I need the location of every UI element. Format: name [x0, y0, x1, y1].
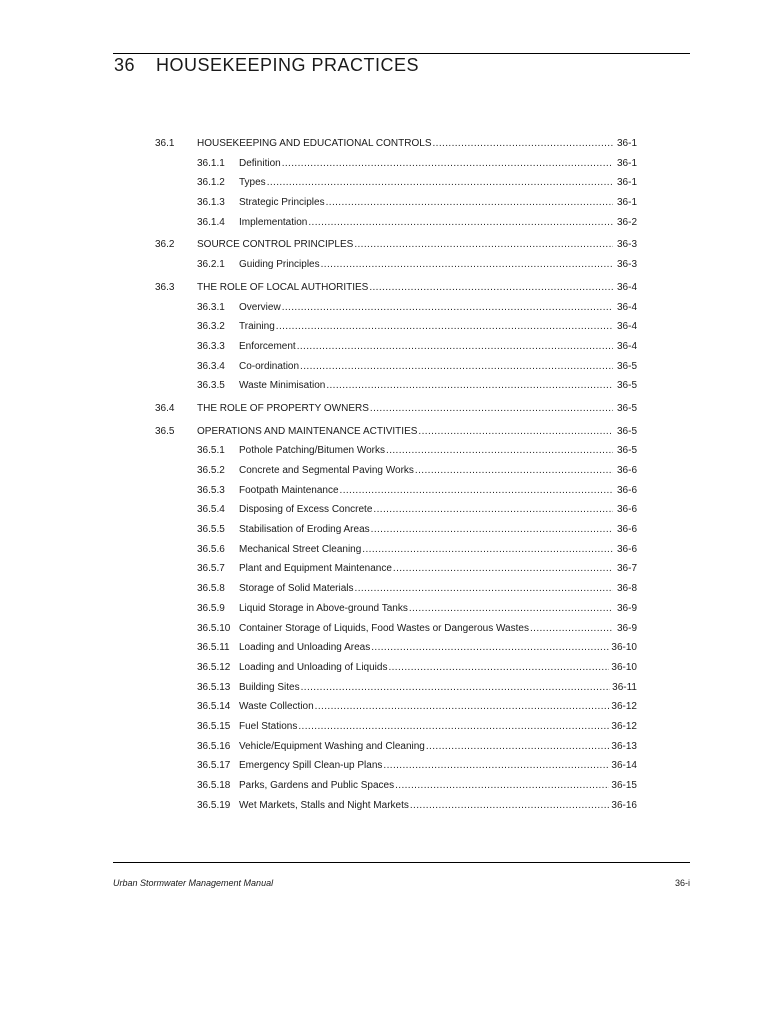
- dot-leader: [267, 173, 613, 193]
- toc-entry-number: 36.5.8: [197, 583, 225, 595]
- toc-entry-page: 36-15: [610, 776, 637, 796]
- toc-entry-page: 36-7: [614, 559, 637, 579]
- dot-leader: [297, 337, 613, 357]
- toc-entry-number: 36.1: [155, 138, 175, 149]
- toc-subsection-entry[interactable]: [155, 737, 637, 757]
- toc-entry-number: 36.3.1: [197, 301, 225, 313]
- toc-entry-number: 36.5.2: [197, 465, 225, 476]
- toc-entry-title: Concrete and Segmental Paving Works: [239, 465, 414, 476]
- dot-leader: [386, 441, 613, 461]
- toc-indent: [155, 298, 197, 318]
- toc-subsection-entry[interactable]: [155, 154, 637, 174]
- toc-entry-page: 36-5: [614, 422, 637, 442]
- toc-entry-page: 36-6: [614, 520, 637, 540]
- toc-entry-page: 36-1: [614, 193, 637, 213]
- toc-entry-title: Waste Collection: [239, 701, 314, 713]
- toc-entry-page: 36-4: [614, 278, 637, 298]
- dot-leader: [388, 658, 609, 678]
- toc-entry-page: 36-6: [614, 461, 637, 481]
- toc-indent: [155, 193, 197, 213]
- toc-entry-page: 36-5: [614, 357, 637, 377]
- toc-entry-number: 36.5.14: [197, 701, 231, 713]
- toc-entry-page: 36-3: [614, 235, 637, 255]
- toc-entry-title: THE ROLE OF LOCAL AUTHORITIES: [197, 281, 369, 293]
- toc-entry-title: Waste Minimisation: [239, 380, 326, 392]
- toc-entry-number: 36.5.15: [197, 720, 231, 732]
- toc-section-entry[interactable]: [155, 278, 637, 298]
- toc-entry-number: 36.5.5: [197, 524, 225, 536]
- toc-indent: [155, 579, 197, 599]
- footer-manual-title: Urban Stormwater Management Manual: [113, 878, 274, 888]
- toc-indent: [155, 737, 197, 757]
- dot-leader: [418, 422, 613, 442]
- toc-indent: [155, 678, 197, 698]
- toc-entry-title: Stabilisation of Eroding Areas: [239, 524, 370, 536]
- toc-entry-title: Plant and Equipment Maintenance: [239, 563, 392, 575]
- toc-entry-title: OPERATIONS AND MAINTENANCE ACTIVITIES: [197, 425, 418, 437]
- toc-entry-title: Pothole Patching/Bitumen Works: [239, 445, 386, 457]
- dot-leader: [298, 717, 609, 737]
- toc-entry-page: 36-10: [610, 658, 637, 678]
- toc-subsection-entry[interactable]: [155, 357, 637, 377]
- dot-leader: [415, 461, 613, 481]
- toc-entry-title: Co-ordination: [239, 360, 300, 372]
- toc-entry-page: 36-10: [610, 638, 637, 658]
- toc-entry-title: Liquid Storage in Above-ground Tanks: [239, 602, 408, 614]
- toc-indent: [155, 520, 197, 540]
- toc-entry-title: Emergency Spill Clean-up Plans: [239, 760, 383, 772]
- toc-subsection-entry[interactable]: [155, 376, 637, 396]
- toc-subsection-entry[interactable]: [155, 337, 637, 357]
- toc-entry-page: 36-6: [614, 500, 637, 520]
- toc-entry-page: 36-3: [614, 255, 637, 275]
- dot-leader: [276, 317, 613, 337]
- dot-leader: [370, 399, 613, 419]
- dot-leader: [321, 255, 613, 275]
- toc-entry-number: 36.5.7: [197, 563, 225, 575]
- dot-leader: [395, 776, 609, 796]
- toc-entry-number: 36.4: [155, 402, 175, 414]
- toc-entry-title: Storage of Solid Materials: [239, 583, 354, 595]
- toc-subsection-entry[interactable]: [155, 697, 637, 717]
- toc-entry-page: 36-14: [610, 756, 637, 776]
- toc-entry-title: Parks, Gardens and Public Spaces: [239, 780, 395, 791]
- toc-entry-title: Loading and Unloading of Liquids: [239, 661, 388, 673]
- toc-entry-title: Building Sites: [239, 681, 300, 693]
- toc-entry-page: 36-4: [614, 317, 637, 337]
- toc-indent: [155, 540, 197, 560]
- toc-entry-number: 36.5.9: [197, 602, 225, 614]
- toc-entry-title: Wet Markets, Stalls and Night Markets: [239, 799, 409, 811]
- toc-indent: [155, 697, 197, 717]
- toc-entry-number: 36.5.18: [197, 780, 231, 791]
- toc-entry-number: 36.5: [155, 425, 175, 437]
- toc-subsection-entry[interactable]: [155, 520, 637, 540]
- toc-subsection-entry[interactable]: [155, 193, 637, 213]
- toc-subsection-entry[interactable]: [155, 173, 637, 193]
- dot-leader: [355, 579, 613, 599]
- toc-entry-page: 36-16: [610, 796, 637, 816]
- toc-entry-number: 36.3.2: [197, 321, 225, 333]
- toc-subsection-entry[interactable]: [155, 796, 637, 816]
- toc-entry-number: 36.1.2: [197, 177, 225, 189]
- toc-subsection-entry[interactable]: [155, 317, 637, 337]
- toc-entry-title: Implementation: [239, 216, 308, 228]
- toc-entry-number: 36.5.16: [197, 740, 231, 752]
- toc-entry-title: SOURCE CONTROL PRINCIPLES: [197, 239, 354, 251]
- toc-indent: [155, 796, 197, 816]
- dot-leader: [371, 520, 613, 540]
- toc-entry-page: 36-12: [610, 717, 637, 737]
- dot-leader: [426, 737, 610, 757]
- toc-entry-title: Training: [239, 321, 275, 333]
- footer-rule: [113, 862, 690, 863]
- chapter-number: 36: [114, 55, 136, 75]
- toc-entry-number: 36.2: [155, 239, 175, 251]
- dot-leader: [300, 357, 613, 377]
- toc-subsection-entry[interactable]: [155, 481, 637, 501]
- toc-indent: [155, 376, 197, 396]
- footer-page-number: 36-i: [674, 878, 690, 888]
- dot-leader: [301, 678, 611, 698]
- toc-entry-page: 36-6: [614, 481, 637, 501]
- toc-indent: [155, 337, 197, 357]
- toc-entry-number: 36.5.12: [197, 661, 231, 673]
- toc-subsection-entry[interactable]: [155, 461, 637, 481]
- toc-indent: [155, 756, 197, 776]
- toc-entry-number: 36.1.3: [197, 197, 225, 209]
- dot-leader: [373, 500, 613, 520]
- toc-indent: [155, 213, 197, 233]
- toc-entry-page: 36-9: [614, 619, 637, 639]
- toc-indent: [155, 441, 197, 461]
- dot-leader: [308, 213, 613, 233]
- toc-subsection-entry[interactable]: [155, 441, 637, 461]
- dot-leader: [315, 697, 610, 717]
- toc-subsection-entry[interactable]: [155, 213, 637, 233]
- toc-entry-page: 36-5: [614, 399, 637, 419]
- table-of-contents: [155, 134, 637, 815]
- toc-entry-title: Fuel Stations: [239, 720, 298, 732]
- dot-leader: [282, 298, 613, 318]
- toc-entry-number: 36.1.1: [197, 157, 225, 169]
- toc-indent: [155, 317, 197, 337]
- dot-leader: [369, 278, 613, 298]
- toc-entry-page: 36-1: [614, 134, 637, 154]
- toc-entry-page: 36-8: [614, 579, 637, 599]
- toc-subsection-entry[interactable]: [155, 500, 637, 520]
- dot-leader: [433, 134, 614, 154]
- toc-indent: [155, 776, 197, 796]
- toc-subsection-entry[interactable]: [155, 255, 637, 275]
- toc-entry-number: 36.2.1: [197, 259, 225, 271]
- toc-indent: [155, 559, 197, 579]
- toc-entry-title: Definition: [239, 157, 281, 169]
- toc-subsection-entry[interactable]: [155, 559, 637, 579]
- toc-indent: [155, 357, 197, 377]
- toc-entry-number: 36.5.17: [197, 760, 231, 772]
- toc-entry-title: HOUSEKEEPING AND EDUCATIONAL CONTROLS: [197, 138, 432, 149]
- toc-indent: [155, 173, 197, 193]
- toc-section-entry[interactable]: [155, 134, 637, 154]
- toc-subsection-entry[interactable]: [155, 579, 637, 599]
- toc-entry-number: 36.5.13: [197, 681, 231, 693]
- toc-indent: [155, 619, 197, 639]
- toc-entry-number: 36.5.3: [197, 484, 225, 496]
- toc-entry-number: 36.3: [155, 281, 175, 293]
- dot-leader: [383, 756, 609, 776]
- toc-subsection-entry[interactable]: [155, 678, 637, 698]
- toc-subsection-entry[interactable]: [155, 756, 637, 776]
- toc-indent: [155, 658, 197, 678]
- toc-subsection-entry[interactable]: [155, 619, 637, 639]
- toc-entry-number: 36.3.3: [197, 340, 225, 352]
- toc-entry-page: 36-11: [611, 678, 637, 698]
- toc-section-entry[interactable]: [155, 422, 637, 442]
- dot-leader: [282, 154, 613, 174]
- toc-indent: [155, 599, 197, 619]
- toc-entry-title: Enforcement: [239, 340, 296, 352]
- toc-indent: [155, 481, 197, 501]
- dot-leader: [340, 481, 613, 501]
- toc-entry-page: 36-9: [614, 599, 637, 619]
- toc-entry-number: 36.1.4: [197, 216, 225, 228]
- toc-entry-number: 36.5.6: [197, 543, 225, 555]
- dot-leader: [409, 599, 613, 619]
- dot-leader: [326, 376, 613, 396]
- toc-entry-title: Overview: [239, 301, 281, 313]
- dot-leader: [371, 638, 609, 658]
- dot-leader: [362, 540, 613, 560]
- toc-entry-title: Guiding Principles: [239, 259, 320, 271]
- toc-entry-title: Loading and Unloading Areas: [239, 642, 371, 654]
- toc-indent: [155, 638, 197, 658]
- toc-subsection-entry[interactable]: [155, 599, 637, 619]
- dot-leader: [393, 559, 613, 579]
- toc-entry-page: 36-2: [614, 213, 637, 233]
- toc-subsection-entry[interactable]: [155, 298, 637, 318]
- toc-indent: [155, 255, 197, 275]
- toc-indent: [155, 717, 197, 737]
- toc-subsection-entry[interactable]: [155, 540, 637, 560]
- toc-entry-page: 36-1: [614, 173, 637, 193]
- toc-section-entry[interactable]: [155, 235, 637, 255]
- toc-entry-page: 36-13: [610, 737, 637, 757]
- toc-indent: [155, 154, 197, 174]
- toc-entry-page: 36-5: [614, 376, 637, 396]
- toc-entry-title: Disposing of Excess Concrete: [239, 504, 373, 516]
- toc-entry-number: 36.3.5: [197, 380, 225, 392]
- toc-entry-page: 36-6: [614, 540, 637, 560]
- toc-entry-number: 36.5.4: [197, 504, 225, 516]
- toc-subsection-entry[interactable]: [155, 776, 637, 796]
- toc-entry-number: 36.5.10: [197, 622, 231, 634]
- toc-entry-page: 36-5: [614, 441, 637, 461]
- toc-entry-page: 36-4: [614, 337, 637, 357]
- toc-entry-title: Strategic Principles: [239, 197, 325, 209]
- toc-entry-title: THE ROLE OF PROPERTY OWNERS: [197, 402, 369, 414]
- toc-entry-title: Types: [239, 177, 266, 189]
- chapter-title: HOUSEKEEPING PRACTICES: [156, 55, 420, 75]
- toc-subsection-entry[interactable]: [155, 658, 637, 678]
- chapter-heading: [114, 55, 419, 76]
- toc-entry-number: 36.3.4: [197, 360, 225, 372]
- dot-leader: [410, 796, 610, 816]
- toc-entry-number: 36.5.1: [197, 445, 225, 457]
- toc-entry-title: Footpath Maintenance: [239, 484, 339, 496]
- toc-entry-title: Vehicle/Equipment Washing and Cleaning: [239, 740, 425, 752]
- toc-subsection-entry[interactable]: [155, 717, 637, 737]
- toc-entry-number: 36.5.19: [197, 799, 231, 811]
- header-rule: [113, 53, 690, 54]
- dot-leader: [354, 235, 613, 255]
- toc-indent: [155, 461, 197, 481]
- dot-leader: [530, 619, 613, 639]
- toc-entry-page: 36-1: [614, 154, 637, 174]
- toc-entry-number: 36.5.11: [197, 642, 230, 654]
- toc-section-entry[interactable]: [155, 399, 637, 419]
- toc-entry-page: 36-12: [610, 697, 637, 717]
- toc-entry-title: Mechanical Street Cleaning: [239, 543, 362, 555]
- toc-subsection-entry[interactable]: [155, 638, 637, 658]
- toc-entry-page: 36-4: [614, 298, 637, 318]
- toc-indent: [155, 500, 197, 520]
- dot-leader: [326, 193, 613, 213]
- toc-entry-title: Container Storage of Liquids, Food Wastes or Dangerous Wastes: [239, 622, 529, 634]
